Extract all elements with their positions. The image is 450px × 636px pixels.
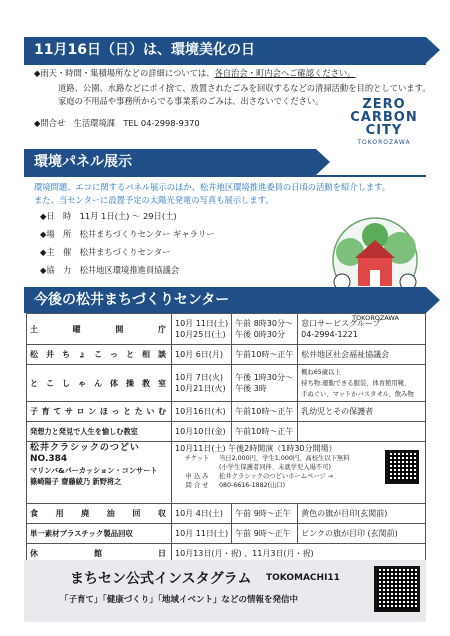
event-time: 午前10時～正午 (232, 422, 298, 442)
event-note: 乳幼児とその保護者 (298, 402, 426, 422)
table-row (27, 524, 426, 544)
event-date: 10月 4日(土) (172, 504, 232, 524)
table-row (27, 504, 426, 524)
event-note: 松井地区社会福祉協議会 (298, 345, 426, 365)
body-line-2: 家庭の不用品や事務所からでる事業系のごみは、出さないでください。 (58, 96, 324, 106)
event-time: 午後 1時30分～ 午後 3時 (232, 365, 298, 402)
concert-qr-code-icon (385, 450, 419, 484)
panel-item: ◆日 時 11月 1日(土) ～ 29日(土) (40, 211, 177, 221)
instagram-description: 「子育て」「健康づくり」「地域イベント」などの情報を発信中 (60, 595, 299, 605)
event-note: 概ね65歳以上 持ち物:運動できる服装、体育館用靴、 手ぬぐい、マットかバスタオル、飲み物 (298, 365, 426, 402)
event-time: 午前10時～正午 (232, 402, 298, 422)
event-name: 休館日 (27, 544, 172, 564)
section-title: 11月16日（日）は、環境美化の日 (34, 42, 255, 58)
section-banner-beautification (24, 37, 426, 63)
section-banner-panel (24, 149, 316, 175)
panel-item: ◆協 力 松井地区環境推進員協議会 (40, 265, 180, 275)
instagram-qr-code-icon[interactable] (374, 566, 420, 612)
event-time: 午前10時～正午 (232, 345, 298, 365)
event-note: 窓口サービスグループ 04-2994-1221 (298, 314, 426, 345)
event-time: 午前 9時～正午 (232, 524, 298, 544)
table-row (27, 422, 426, 442)
event-time: 午前 8時30分～ 午後 0時30分 (232, 314, 298, 345)
table-row (27, 314, 426, 345)
concert-details: 10月11日(土) 午後2時開演（1時30分開場） チケット 当日2,000円、学生1,000円、高校生以下無料 (小学生保護者同伴、未就学児入場不可) 申 込 み 松井クラシックのつどいホームページ → 問 合 せ 080-6616-1882(山口) (172, 442, 426, 504)
notice-text: ◆雨天・時間・集積場所などの詳細については、 (34, 68, 215, 78)
notice-underlined: 各自治会・町内会へご確認ください。 (214, 68, 356, 78)
divider (24, 63, 426, 65)
event-date: 10月 11日(土) (172, 524, 232, 544)
instagram-handle: TOKOMACHI11 (266, 573, 340, 583)
event-note (298, 422, 426, 442)
zero-carbon-logo: ZERO CARBON CITY TOKOROZAWA (350, 97, 418, 146)
event-name: 単一素材プラスチック製品回収 (27, 524, 172, 544)
intro-line-2: また、当センターに設置予定の太陽光発電の写真も展示します。 (34, 195, 274, 205)
event-name: 土曜開庁 (27, 314, 172, 345)
section-banner-schedule (24, 287, 426, 313)
divider (24, 175, 426, 177)
event-date: 10月10日(金) (172, 422, 232, 442)
table-row (27, 345, 426, 365)
event-time: 午前 9時～正午 (232, 504, 298, 524)
panel-item: ◆場 所 松井まちづくりセンター ギャラリー (40, 229, 215, 239)
instagram-title: まちセン公式インスタグラム (70, 571, 252, 587)
event-name: 子育てサロンほっとたいむ (27, 402, 172, 422)
event-date: 10月 11日(土) 10月25日(土) (172, 314, 232, 345)
event-date: 10月 7日(火) 10月21日(火) (172, 365, 232, 402)
event-date: 10月16日(木) (172, 402, 232, 422)
section-title: 今後の松井まちづくりセンター (34, 292, 230, 308)
mascot-caption: TOKOROZAWA (352, 314, 399, 322)
table-row (27, 365, 426, 402)
event-note: ピンクの旗が目印 (玄関前) (298, 524, 426, 544)
event-date: 10月 6日(月) (172, 345, 232, 365)
schedule-table (26, 313, 426, 564)
concert-name: 松井クラシックのつどい NO.384 マリンバ&パーカッション・コンサート 篠崎陽子 齋藤綾乃 新野将之 (27, 442, 172, 504)
section-title: 環境パネル展示 (34, 154, 132, 170)
intro-line-1: 環境問題、エコに関するパネル展示のほか、松井地区環境推進委員の日頃の活動を紹介します。 (34, 182, 391, 192)
table-row-concert (27, 442, 426, 504)
instagram-banner (24, 560, 426, 622)
event-name: 食用廃油回収 (27, 504, 172, 524)
table-row (27, 402, 426, 422)
body-line-1: 道路、公園、水路などにポイ捨て、放置されたごみを回収するなどの清掃活動を目的としています。 (58, 83, 431, 93)
event-note: 黄色の旗が目印(玄関前) (298, 504, 426, 524)
contact-line: ◆問合せ 生活環境課 TEL 04-2998-9370 (34, 118, 200, 128)
event-name: 発想力と発見で人生を愉しむ教室 (27, 422, 172, 442)
notice-line (34, 67, 356, 79)
event-date: 10月13日(月・祝) 、11月3日(月・祝) (172, 544, 426, 564)
event-name: 松井ちょこっと相談 (27, 345, 172, 365)
event-name: とこしゃん体操教室 (27, 365, 172, 402)
panel-item: ◆主 催 松井まちづくりセンター (40, 247, 171, 257)
